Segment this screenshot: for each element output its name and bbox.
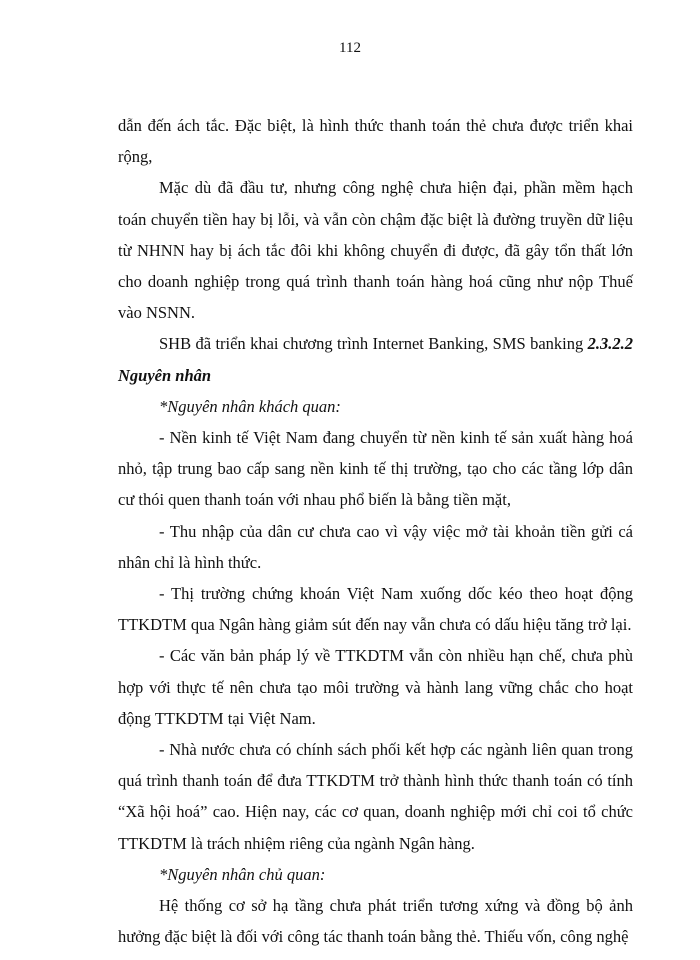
paragraph-economy: - Nền kinh tế Việt Nam đang chuyển từ nền kinh tế sản xuất hàng hoá nhỏ, tập trung bao cấp sang nền kinh tế thị trường, tạo cho các tầng lớp dân cư thói quen thanh toán với nhau phổ biến là bằng tiền mặt,	[118, 428, 633, 510]
paragraph-technology: Mặc dù đã đầu tư, nhưng công nghệ chưa hiện đại, phần mềm hạch toán chuyển tiền hay bị lỗi, và vẫn còn chậm đặc biệt là đường truyền dữ liệu từ NHNN hay bị ách tắc đôi khi không chuyển đi được, đã gây tổn thất lớn cho doanh nghiệp trong quá trình thanh toán hàng hoá cũng như nộp Thuế vào NSNN.	[118, 178, 633, 323]
paragraph-shb-banking	[118, 328, 633, 390]
page-number: 112	[339, 40, 361, 56]
paragraph-infrastructure: Hệ thống cơ sở hạ tầng chưa phát triển tương xứng và đồng bộ ảnh hưởng đặc biệt là đối với công tác thanh toán bằng thẻ. Thiếu vốn, công nghệ	[118, 896, 633, 947]
paragraph-intro-continuation: dẫn đến ách tắc. Đặc biệt, là hình thức thanh toán thẻ chưa được triển khai rộng,	[118, 116, 633, 167]
paragraph-income: - Thu nhập của dân cư chưa cao vì vậy việc mở tài khoản tiền gửi cá nhân chỉ là hình thức.	[118, 521, 633, 572]
page-body	[118, 110, 633, 952]
subheading-subjective-causes: *Nguyên nhân chủ quan:	[159, 864, 326, 884]
paragraph-state-policy: - Nhà nước chưa có chính sách phối kết hợp các ngành liên quan trong quá trình thanh toán để đưa TTKDTM trở thành hình thức thanh toán có tính “Xã hội hoá” cao. Hiện nay, các cơ quan, doanh nghiệp mới chỉ coi tổ chức TTKDTM là trách nhiệm riêng của ngành Ngân hàng.	[118, 740, 633, 853]
paragraph-stock-market: - Thị trường chứng khoán Việt Nam xuống dốc kéo theo hoạt động TTKDTM qua Ngân hàng giảm sút đến nay vẫn chưa có dấu hiệu tăng trở lại.	[118, 584, 633, 635]
section-heading-2-3-2-2: 2.3.2.2 Nguyên nhân	[118, 334, 633, 385]
subheading-objective-causes: *Nguyên nhân khách quan:	[159, 396, 341, 416]
shb-banking-text: SHB đã triển khai chương trình Internet Banking, SMS banking	[159, 334, 588, 354]
paragraph-legal-documents: - Các văn bản pháp lý về TTKDTM vẫn còn nhiều hạn chế, chưa phù hợp với thực tế nên chưa tạo môi trường và hành lang vững chắc cho hoạt động TTKDTM tại Việt Nam.	[118, 646, 633, 728]
